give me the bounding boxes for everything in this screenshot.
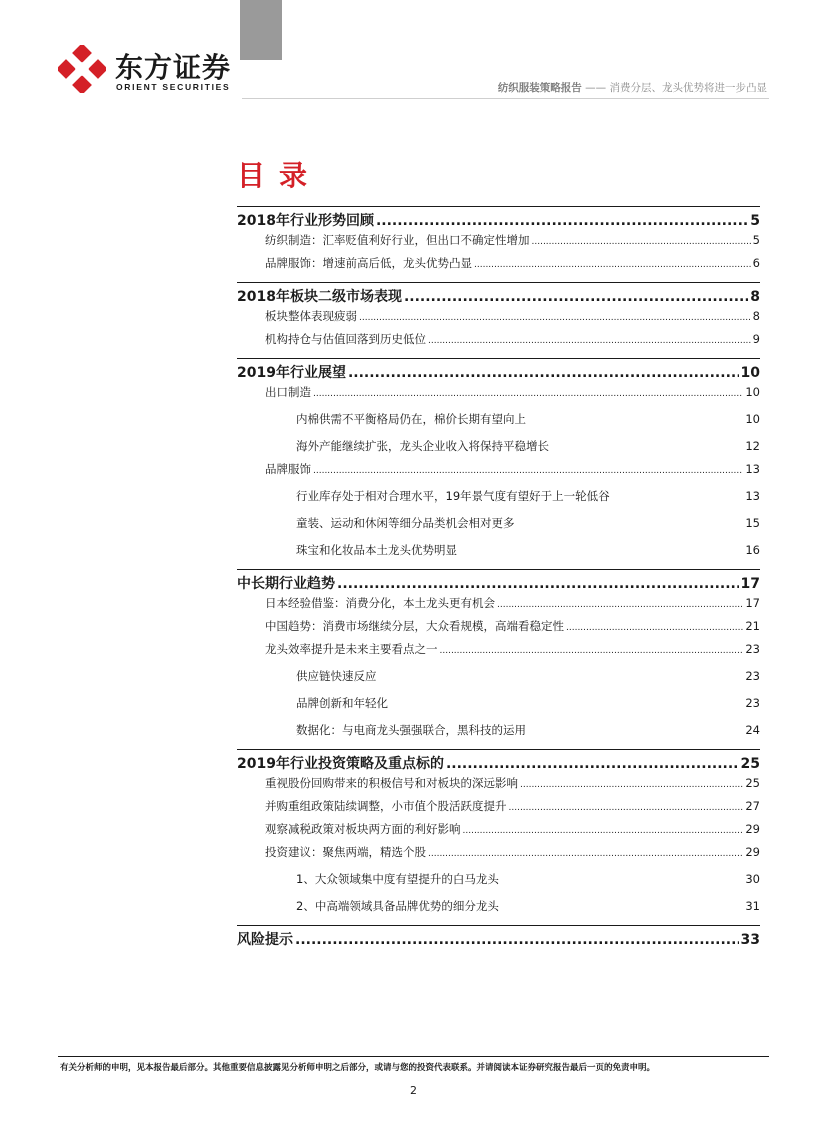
report-type: 纺织服装策略报告	[497, 82, 582, 94]
toc-leader-dots	[295, 932, 739, 948]
toc-entry-page: 8	[752, 309, 760, 323]
toc-entry-title: 中国趋势：消费市场继续分层，大众看规模，高端看稳定性	[265, 619, 564, 633]
toc-entry-page: 21	[745, 619, 760, 633]
toc-entry-title: 观察减税政策对板块两方面的利好影响	[265, 822, 461, 836]
toc-entry-title: 童装、运动和休闲等细分品类机会相对更多	[296, 516, 515, 530]
toc-leader-dots	[440, 646, 744, 656]
toc-entry-title: 2018年板块二级市场表现	[237, 289, 402, 305]
toc-section[interactable]	[237, 569, 760, 595]
header-separator: ——	[585, 82, 607, 94]
toc-leader-dots	[313, 466, 743, 476]
toc-item[interactable]	[237, 331, 760, 354]
toc-item[interactable]	[237, 798, 760, 821]
toc-subitem[interactable]	[237, 484, 760, 511]
toc-section[interactable]	[237, 925, 760, 951]
toc-entry-page: 10	[745, 412, 760, 426]
toc-entry-page: 17	[745, 596, 760, 610]
page-number: 2	[410, 1084, 417, 1097]
toc-subitem[interactable]	[237, 538, 760, 565]
toc-entry-title: 纺织制造：汇率贬值利好行业，但出口不确定性增加	[265, 233, 530, 247]
footer-divider	[58, 1056, 769, 1057]
toc-entry-page: 29	[745, 822, 760, 836]
toc-title: 目录	[237, 159, 322, 192]
toc-leader-dots	[446, 756, 739, 772]
toc-entry-title: 板块整体表现疲弱	[265, 309, 357, 323]
toc-item[interactable]	[237, 384, 760, 407]
toc-leader-dots	[404, 289, 748, 305]
toc-entry-title: 风险提示	[237, 932, 293, 948]
toc-item[interactable]	[237, 255, 760, 278]
header-accent-block	[240, 0, 282, 60]
toc-entry-title: 数据化：与电商龙头强强联合，黑科技的运用	[296, 723, 526, 737]
toc-entry-title: 海外产能继续扩张，龙头企业收入将保持平稳增长	[296, 439, 549, 453]
orient-securities-logo-icon	[58, 45, 106, 93]
toc-entry-title: 行业库存处于相对合理水平，19年景气度有望好于上一轮低谷	[296, 489, 610, 503]
toc-item[interactable]	[237, 844, 760, 867]
footer-disclaimer: 有关分析师的申明，见本报告最后部分。其他重要信息披露见分析师申明之后部分，或请与您的投资代表联系。并请阅读本证券研究报告最后一页的免责申明。	[60, 1063, 656, 1073]
toc-leader-dots	[337, 576, 739, 592]
toc-subitem[interactable]	[237, 894, 760, 921]
toc-leader-dots	[428, 336, 751, 346]
toc-subitem[interactable]	[237, 511, 760, 538]
toc-entry-page: 6	[752, 256, 760, 270]
toc-entry-page: 29	[745, 845, 760, 859]
toc-entry-page: 15	[745, 516, 760, 530]
toc-entry-title: 龙头效率提升是未来主要看点之一	[265, 642, 438, 656]
toc-item[interactable]	[237, 308, 760, 331]
toc-entry-page: 8	[750, 289, 760, 305]
toc-leader-dots	[376, 213, 748, 229]
toc-entry-page: 25	[745, 776, 760, 790]
toc-entry-page: 17	[740, 576, 760, 592]
toc-entry-title: 中长期行业趋势	[237, 576, 335, 592]
toc-entry-title: 品牌创新和年轻化	[296, 696, 388, 710]
toc-leader-dots	[359, 313, 751, 323]
toc-entry-page: 24	[745, 723, 760, 737]
toc-entry-page: 13	[745, 489, 760, 503]
toc-item[interactable]	[237, 232, 760, 255]
toc-entry-title: 出口制造	[265, 385, 311, 399]
toc-leader-dots	[474, 260, 751, 270]
toc-entry-page: 5	[752, 233, 760, 247]
brand-name-en: ORIENT SECURITIES	[116, 82, 231, 92]
toc-leader-dots	[348, 365, 739, 381]
toc-entry-title: 品牌服饰：增速前高后低，龙头优势凸显	[265, 256, 472, 270]
toc-item[interactable]	[237, 461, 760, 484]
toc-leader-dots	[463, 826, 744, 836]
toc-entry-title: 日本经验借鉴：消费分化，本土龙头更有机会	[265, 596, 495, 610]
toc-item[interactable]	[237, 618, 760, 641]
toc-entry-page: 27	[745, 799, 760, 813]
toc-item[interactable]	[237, 821, 760, 844]
toc-entry-page: 33	[740, 932, 760, 948]
toc-subitem[interactable]	[237, 664, 760, 691]
toc-entry-page: 13	[745, 462, 760, 476]
toc-item[interactable]	[237, 641, 760, 664]
toc-entry-page: 23	[745, 642, 760, 656]
toc-subitem[interactable]	[237, 691, 760, 718]
toc-section[interactable]	[237, 749, 760, 775]
report-subtitle: 消费分层、龙头优势将进一步凸显	[609, 82, 767, 94]
toc-entry-page: 23	[745, 696, 760, 710]
header-divider	[242, 98, 769, 99]
toc-entry-page: 9	[752, 332, 760, 346]
toc-entry-title: 2、中高端领域具备品牌优势的细分龙头	[296, 899, 499, 913]
toc-subitem[interactable]	[237, 867, 760, 894]
toc-entry-page: 10	[740, 365, 760, 381]
toc-entry-title: 并购重组政策陆续调整，小市值个股活跃度提升	[265, 799, 507, 813]
toc-entry-title: 珠宝和化妆品本土龙头优势明显	[296, 543, 457, 557]
toc-subitem[interactable]	[237, 407, 760, 434]
toc-subitem[interactable]	[237, 434, 760, 461]
toc-entry-page: 30	[745, 872, 760, 886]
toc-entry-page: 31	[745, 899, 760, 913]
toc-entry-title: 重视股份回购带来的积极信号和对板块的深远影响	[265, 776, 518, 790]
toc-leader-dots	[428, 849, 743, 859]
toc-entry-page: 12	[745, 439, 760, 453]
toc-leader-dots	[497, 600, 743, 610]
toc-entry-page: 16	[745, 543, 760, 557]
toc-section[interactable]	[237, 206, 760, 232]
toc-section[interactable]	[237, 358, 760, 384]
toc-leader-dots	[532, 237, 751, 247]
table-of-contents	[237, 206, 760, 951]
toc-entry-title: 投资建议：聚焦两端，精选个股	[265, 845, 426, 859]
toc-entry-page: 25	[740, 756, 760, 772]
toc-entry-title: 2018年行业形势回顾	[237, 213, 374, 229]
toc-entry-title: 内棉供需不平衡格局仍在，棉价长期有望向上	[296, 412, 526, 426]
toc-subitem[interactable]	[237, 718, 760, 745]
toc-entry-page: 23	[745, 669, 760, 683]
toc-entry-title: 供应链快速反应	[296, 669, 377, 683]
toc-item[interactable]	[237, 775, 760, 798]
toc-item[interactable]	[237, 595, 760, 618]
running-header	[498, 80, 767, 95]
toc-entry-page: 10	[745, 385, 760, 399]
toc-entry-title: 品牌服饰	[265, 462, 311, 476]
toc-leader-dots	[313, 389, 743, 399]
toc-entry-title: 机构持仓与估值回落到历史低位	[265, 332, 426, 346]
toc-section[interactable]	[237, 282, 760, 308]
toc-entry-title: 1、大众领域集中度有望提升的白马龙头	[296, 872, 499, 886]
toc-leader-dots	[509, 803, 744, 813]
brand-name-cn: 东方证券	[115, 51, 232, 84]
toc-leader-dots	[520, 780, 743, 790]
toc-entry-title: 2019年行业投资策略及重点标的	[237, 756, 444, 772]
toc-leader-dots	[566, 623, 743, 633]
toc-entry-page: 5	[750, 213, 760, 229]
toc-entry-title: 2019年行业展望	[237, 365, 346, 381]
